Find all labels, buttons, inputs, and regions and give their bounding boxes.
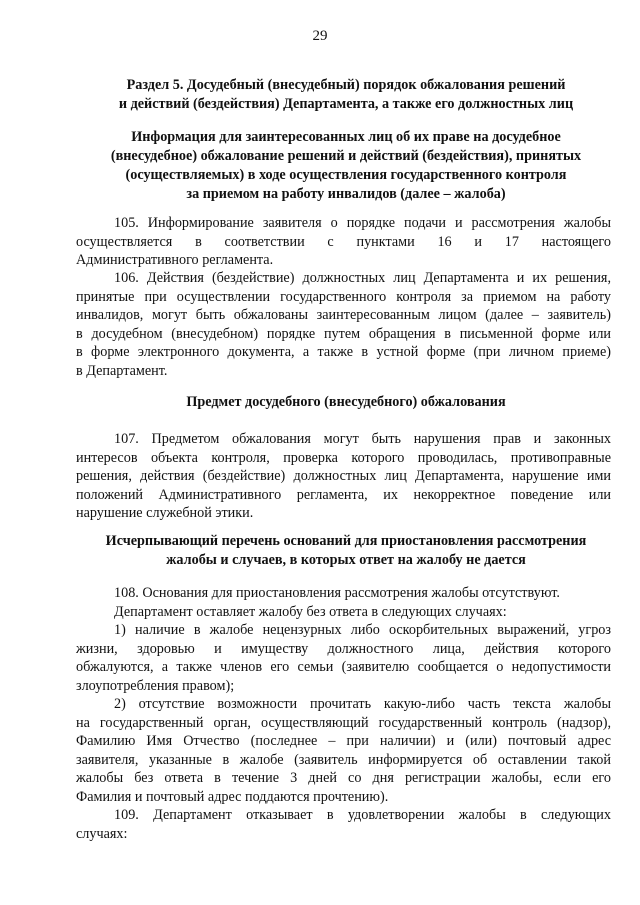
info-heading-line: (осуществляемых) в ходе осуществления государственного контроля xyxy=(125,167,567,183)
paragraph-105 xyxy=(76,214,611,270)
subject-heading-line: Предмет досудебного (внесудебного) обжалования xyxy=(186,394,506,410)
text-line: на государственный орган, осуществляющий государственный контроль (надзор), xyxy=(76,714,611,731)
text-line: 1) наличие в жалобе нецензурных либо оскорбительных выражений, угроз xyxy=(114,622,611,638)
paragraph-108 xyxy=(76,584,611,621)
text-line: положений Административного регламента, их некорректное поведение или xyxy=(76,486,611,503)
subject-heading xyxy=(66,393,626,412)
grounds-heading xyxy=(66,532,626,570)
text-line: 106. Действия (бездействие) должностных лиц Департамента и их решения, xyxy=(114,270,611,286)
grounds-heading-line: Исчерпывающий перечень оснований для приостановления рассмотрения xyxy=(105,533,587,549)
text-line: жалобы без ответа в течение 3 дней со дня регистрации жалобы, если его xyxy=(76,770,611,787)
info-heading-line: Информация для заинтересованных лиц об их праве на досудебное xyxy=(131,129,561,145)
paragraph-108-item-2 xyxy=(76,695,611,807)
section-heading xyxy=(66,76,626,114)
text-line: 108. Основания для приостановления рассмотрения жалобы отсутствуют. xyxy=(114,585,560,601)
info-heading-line: за приемом на работу инвалидов (далее – жалоба) xyxy=(186,186,506,202)
text-line: 109. Департамент отказывает в удовлетворении жалобы в следующих xyxy=(114,807,611,823)
text-line: 105. Информирование заявителя о порядке подачи и рассмотрения жалобы xyxy=(114,215,611,231)
page-number: 29 xyxy=(312,28,328,44)
text-line: жизни, здоровью и имуществу должностного лица, действия которого xyxy=(76,640,611,657)
paragraph-109 xyxy=(76,806,611,843)
text-line: 2) отсутствие возможности прочитать какую-либо часть текста жалобы xyxy=(114,696,611,712)
paragraph-108-item-1 xyxy=(76,621,611,695)
text-line: 107. Предметом обжалования могут быть нарушения прав и законных xyxy=(114,431,611,447)
text-line: в досудебном (внесудебном) порядке путем обращения в письменной форме или xyxy=(76,325,611,342)
text-line: осуществляется в соответствии с пунктами 16 и 17 настоящего xyxy=(76,233,611,250)
text-line: интересов объекта контроля, проверка которого проводилась, противоправные xyxy=(76,449,611,466)
text-line: нарушение служебной этики. xyxy=(76,505,254,522)
text-line: обжалуются, а также членов его семьи (заявителю сообщается о недопустимости xyxy=(76,659,611,676)
text-line: Фамилию Имя Отчество (последнее – при наличии) и (или) почтовый адрес xyxy=(76,733,611,750)
text-line: злоупотребления правом); xyxy=(76,677,235,694)
section-heading-line: и действий (бездействия) Департамента, а также его должностных лиц xyxy=(118,96,574,112)
info-heading-line: (внесудебное) обжалование решений и действий (бездействия), принятых xyxy=(110,148,582,164)
text-line: Фамилия и почтовый адрес поддаются прочтению). xyxy=(76,788,389,805)
section-heading-line: Раздел 5. Досудебный (внесудебный) порядок обжалования решений xyxy=(126,77,566,93)
grounds-heading-line: жалобы и случаев, в которых ответ на жалобу не дается xyxy=(166,552,526,568)
text-line: принятые при осуществлении государственного контроля за приемом на работу xyxy=(76,288,611,305)
text-line: решения, действия (бездействие) должностных лиц Департамента, нарушение ими xyxy=(76,468,611,485)
text-line: случаях: xyxy=(76,825,128,842)
text-line: в форме электронного документа, а также в устной форме (при личном приеме) xyxy=(76,344,611,361)
text-line: в Департамент. xyxy=(76,362,168,379)
text-line: инвалидов, могут быть обжалованы заинтересованным лицом (далее – заявитель) xyxy=(76,307,611,324)
paragraph-106 xyxy=(76,269,611,381)
text-line: Административного регламента. xyxy=(76,252,274,269)
paragraph-107 xyxy=(76,430,611,523)
text-line: Департамент оставляет жалобу без ответа в следующих случаях: xyxy=(114,603,507,620)
info-heading xyxy=(66,128,626,204)
text-line: заявителя, указанные в жалобе (заявитель информируется об оставлении такой xyxy=(76,751,611,768)
